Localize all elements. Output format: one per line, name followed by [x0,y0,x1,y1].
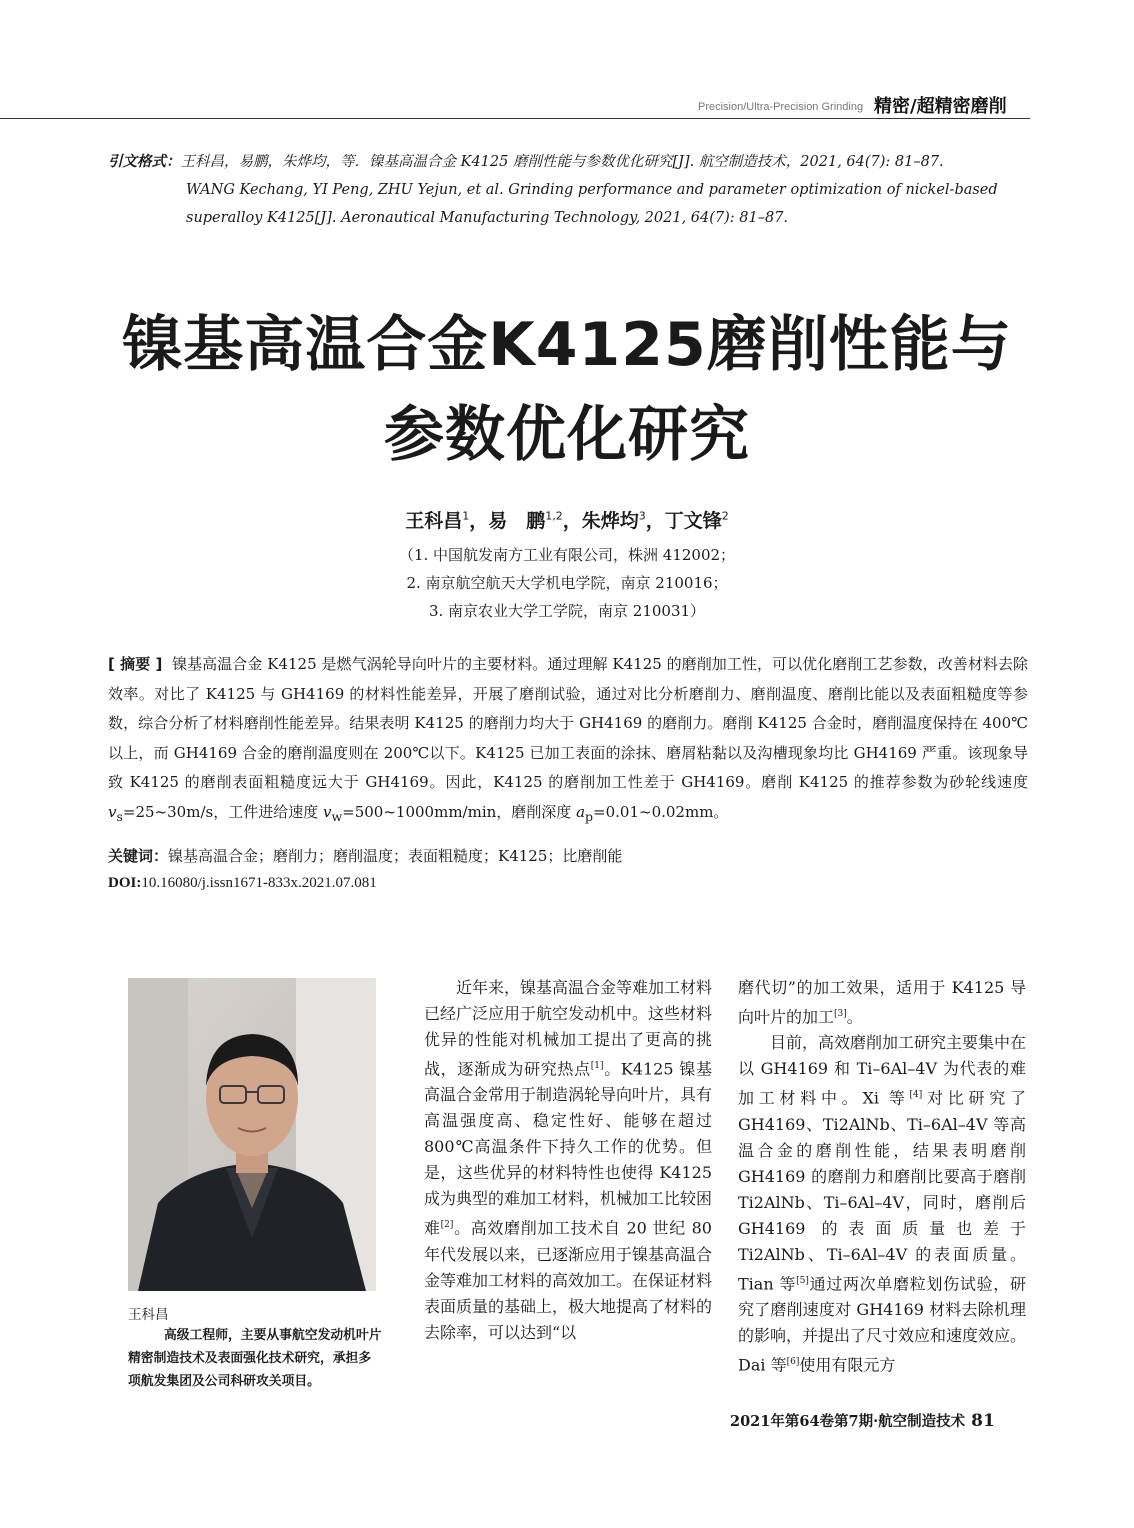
body-paragraph [738,1030,1026,1378]
affiliation-line: 2. 南京航空航天大学机电学院，南京 210016； [406,574,728,592]
doi-label: DOI: [108,875,142,891]
page-footer [730,1410,995,1431]
abstract-label: [ 摘要 ] [108,655,163,673]
body-text: 对比研究了 GH4169、Ti2AlNb、Ti–6Al–4V 等高温合金的磨削性能，结果表明磨削 GH4169 的磨削力和磨削比要高于磨削 Ti2AlNb、Ti–6Al–4V，同时，磨削后 GH4169 的表面质量也差于 Ti2AlNb、Ti–6Al–4V 的表面质量。Tian 等 [738,1088,1026,1293]
citation-en: WANG Kechang, YI Peng, ZHU Yejun, et al. Grinding performance and parameter optimization of nickel-based superalloy K4125[J]. Aeronautical Manufacturing Technology, 2021, 64(7): 81–87. [186,182,998,226]
body-paragraph [738,975,1026,1030]
symbol-vs: v [108,802,117,821]
abstract-text: =0.01~0.02mm。 [593,802,729,821]
page-number: 81 [971,1411,995,1431]
reference-mark: [2] [440,1220,454,1231]
abstract-text: 镍基高温合金 K4125 是燃气涡轮导向叶片的主要材料。通过理解 K4125 的磨削加工性，可以优化磨削工艺参数，改善材料去除效率。对比了 K4125 与 GH4169 的材料性能差异，开展了磨削试验，通过对比分析磨削力、磨削温度、磨削比能以及表面粗糙度等参数，综合分析了材料磨削性能差异。结果表明 K4125 的磨削力均大于 GH4169 的磨削力。磨削 K4125 合金时，磨削温度保持在 400℃以上，而 GH4169 合金的磨削温度则在 200℃以下。K4125 已加工表面的涂抹、磨屑粘黏以及沟槽现象均比 GH4169 严重。该现象导致 K4125 的磨削表面粗糙度远大于 GH4169。因此，K4125 的磨削加工性差于 GH4169。磨削 K4125 的推荐参数为砂轮线速度 [108,655,1028,791]
bio-text: 高级工程师，主要从事航空发动机叶片精密制造技术及表面强化技术研究，承担多项航发集团及公司科研攻关项目。 [128,1328,382,1389]
body-text: 磨代切”的加工效果，适用于 K4125 导向叶片的加工 [738,978,1026,1027]
abstract-block [108,650,1028,831]
reference-mark: [4] [909,1090,923,1101]
reference-mark: [3] [834,1009,847,1019]
symbol-ap: a [576,802,586,821]
subscript: w [331,808,343,824]
author-affil-mark: 1 [462,509,470,523]
running-header-en: Precision/Ultra-Precision Grinding [698,101,864,113]
body-text: 。 [846,1007,863,1027]
bio-name: 王科昌 [128,1307,169,1323]
author-affil-mark: 1,2 [545,509,563,523]
running-header-cn: 精密/超精密磨削 [874,96,1007,117]
affiliation-line: （1. 中国航发南方工业有限公司，株洲 412002； [398,546,736,564]
header-divider [0,118,1030,119]
body-paragraph [424,975,712,1346]
abstract-text: =500~1000mm/min，磨削深度 [342,802,577,821]
body-column-2 [738,975,1026,1378]
author-affil-mark: 2 [721,509,729,523]
body-text: 通过两次单磨粒划伤试验，研究了磨削速度对 GH4169 材料去除机理的影响，并提出了尺寸效应和速度效应。Dai 等 [738,1273,1027,1375]
affiliation-list [0,541,1134,625]
author-name: 易 鹏 [488,510,546,532]
author-name: 王科昌 [405,510,463,532]
title-line-1: 镍基高温合金K4125磨削性能与 [122,310,1012,380]
body-text: 使用有限元方 [799,1355,896,1375]
citation-cn: 王科昌，易鹏，朱烨均，等．镍基高温合金 K4125 磨削性能与参数优化研究[J]. 航空制造技术，2021, 64(7): 81–87. [180,154,944,170]
author-name: 朱烨均 [581,510,639,532]
citation-block [108,148,1038,232]
subscript: p [585,808,594,824]
keywords-text: 镍基高温合金；磨削力；磨削温度；表面粗糙度；K4125；比磨削能 [168,847,623,865]
reference-mark: [5] [796,1275,809,1286]
author-name: 丁文锋 [664,510,722,532]
author-affil-mark: 3 [638,509,646,523]
footer-journal: 2021年第64卷第7期·航空制造技术 [730,1413,966,1430]
body-column-1 [424,975,712,1346]
body-text: 。高效磨削加工技术自 20 世纪 80 年代发展以来，已逐渐应用于镍基高温合金等难加工材料的高效加工。在保证材料表面质量的基础上，极大地提高了材料的去除率，可以达到“以 [424,1218,713,1342]
affiliation-line: 3. 南京农业大学工学院，南京 210031） [428,602,706,620]
body-text: 近年来，镍基高温合金等难加工材料已经广泛应用于航空发动机中。这些材料优异的性能对机械加工提出了更高的挑战，逐渐成为研究热点 [424,978,713,1079]
body-text: 。K4125 镍基高温合金常用于制造涡轮导向叶片，具有高温强度高、稳定性好、能够在超过 800℃高温条件下持久工作的优势。但是，这些优异的材料特性也使得 K4125 成为典型的难加工材料，机械加工比较困难 [424,1059,713,1238]
keywords-label: 关键词： [108,847,169,865]
author-photo [128,978,376,1291]
doi-value: 10.16080/j.issn1671-833x.2021.07.081 [141,875,377,891]
author-list: 王科昌$^1$，易 鹏$^{1,2}$，朱烨均$^3$，丁文锋$^2$ [405,509,729,532]
reference-mark: [1] [590,1061,604,1071]
title-line-2: 参数优化研究 [384,400,750,470]
reference-mark: [6] [786,1356,800,1367]
article-title [0,300,1134,480]
body-text: 目前，高效磨削加工研究主要集中在以 GH4169 和 Ti–6Al–4V 为代表的难加工材料中。Xi 等 [738,1033,1027,1108]
subscript: s [116,808,123,824]
abstract-text: =25~30m/s，工件进给速度 [122,802,323,821]
citation-label: 引文格式： [108,153,181,170]
keywords-line [108,845,1028,866]
doi-line [108,875,377,892]
symbol-vw: v [322,802,332,821]
